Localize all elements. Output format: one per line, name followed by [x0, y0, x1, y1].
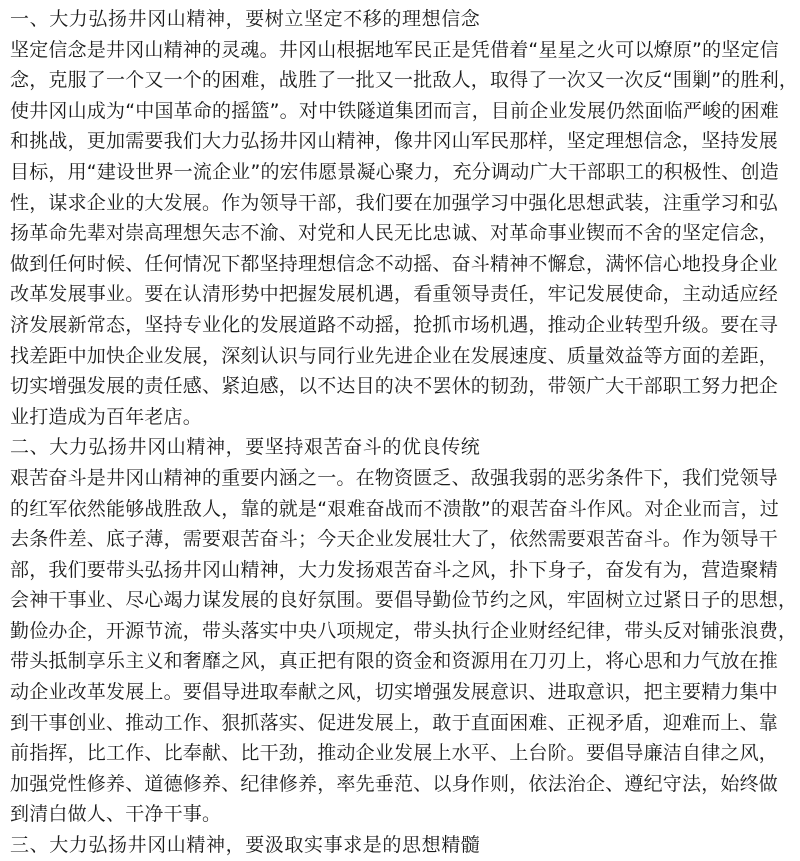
- paragraph-line: 去条件差、底子薄，需要艰苦奋斗；今天企业发展壮大了，依然需要艰苦奋斗。作为领导干: [10, 528, 779, 551]
- paragraph-line: 的红军依然能够战胜敌人，靠的就是“艰难奋战而不溃散”的艰苦奋斗作风。对企业而言，过: [10, 497, 779, 520]
- paragraph-line: 改革发展事业。要在认清形势中把握发展机遇，看重领导责任，牢记发展使命，主动适应经: [10, 283, 779, 306]
- paragraph-line: 前指挥，比工作、比奉献、比干劲，推动企业发展上水平、上台阶。要倡导廉洁自律之风，: [10, 742, 779, 765]
- paragraph-line: 和挑战，更加需要我们大力弘扬井冈山精神，像井冈山军民那样，坚定理想信念，坚持发展: [10, 130, 779, 153]
- section-heading-2: 二、大力弘扬井冈山精神，要坚持艰苦奋斗的优良传统: [10, 436, 481, 459]
- paragraph-line: 带头抵制享乐主义和奢靡之风，真正把有限的资金和资源用在刀刃上，将心思和力气放在推: [10, 650, 779, 673]
- section-heading-1: 一、大力弘扬井冈山精神，要树立坚定不移的理想信念: [10, 8, 481, 30]
- paragraph-line: 切实增强发展的责任感、紧迫感，以不达目的决不罢休的韧劲，带领广大干部职工努力把企: [10, 375, 779, 398]
- section-heading-3: 三、大力弘扬井冈山精神，要汲取实事求是的思想精髓: [10, 834, 481, 857]
- paragraph-line: 加强党性修养、道德修养、纪律修养，率先垂范、以身作则，依法治企、遵纪守法，始终做: [10, 772, 779, 795]
- paragraph-line: 动企业改革发展上。要倡导进取奉献之风，切实增强发展意识、进取意识，把主要精力集中: [10, 681, 779, 704]
- paragraph-line: 部，我们要带头弘扬井冈山精神，大力发扬艰苦奋斗之风，扑下身子，奋发有为，营造聚精: [10, 558, 779, 581]
- paragraph-line: 性，谋求企业的大发展。作为领导干部，我们要在加强学习中强化思想武装，注重学习和弘: [10, 191, 779, 214]
- paragraph-line: 找差距中加快企业发展，深刻认识与同行业先进企业在发展速度、质量效益等方面的差距，: [10, 344, 779, 367]
- paragraph-line: 济发展新常态，坚持专业化的发展道路不动摇，抢抓市场机遇，推动企业转型升级。要在寻: [10, 313, 779, 336]
- paragraph-line: 艰苦奋斗是井冈山精神的重要内涵之一。在物资匮乏、敌强我弱的恶劣条件下，我们党领导: [10, 466, 779, 489]
- paragraph-line: 会神干事业、尽心竭力谋发展的良好氛围。要倡导勤俭节约之风，牢固树立过紧日子的思想，: [10, 589, 798, 612]
- paragraph-line: 做到任何时候、任何情况下都坚持理想信念不动摇、奋斗精神不懈怠，满怀信心地投身企业: [10, 252, 779, 275]
- paragraph-line: 念，克服了一个又一个的困难，战胜了一批又一批敌人，取得了一次又一次反“围剿”的胜利，: [10, 69, 799, 92]
- paragraph-line: 到干事创业、推动工作、狠抓落实、促进发展上，敢于直面困难、正视矛盾，迎难而上、靠: [10, 711, 779, 734]
- paragraph-line: 使井冈山成为“中国革命的摇篮”。对中铁隧道集团而言，目前企业发展仍然面临严峻的困难: [10, 99, 779, 122]
- paragraph-line: 扬革命先辈对崇高理想矢志不渝、对党和人民无比忠诚、对革命事业锲而不舍的坚定信念，: [10, 222, 779, 245]
- paragraph-line: 业打造成为百年老店。: [10, 405, 203, 428]
- paragraph-line: 坚定信念是井冈山精神的灵魂。井冈山根据地军民正是凭借着“星星之火可以燎原”的坚定信: [10, 38, 779, 61]
- paragraph-line: 到清白做人、干净干事。: [10, 803, 222, 826]
- paragraph-line: 目标，用“建设世界一流企业”的宏伟愿景凝心聚力，充分调动广大干部职工的积极性、创造: [10, 160, 779, 183]
- paragraph-line: 勤俭办企，开源节流，带头落实中央八项规定，带头执行企业财经纪律，带头反对铺张浪费，: [10, 619, 798, 642]
